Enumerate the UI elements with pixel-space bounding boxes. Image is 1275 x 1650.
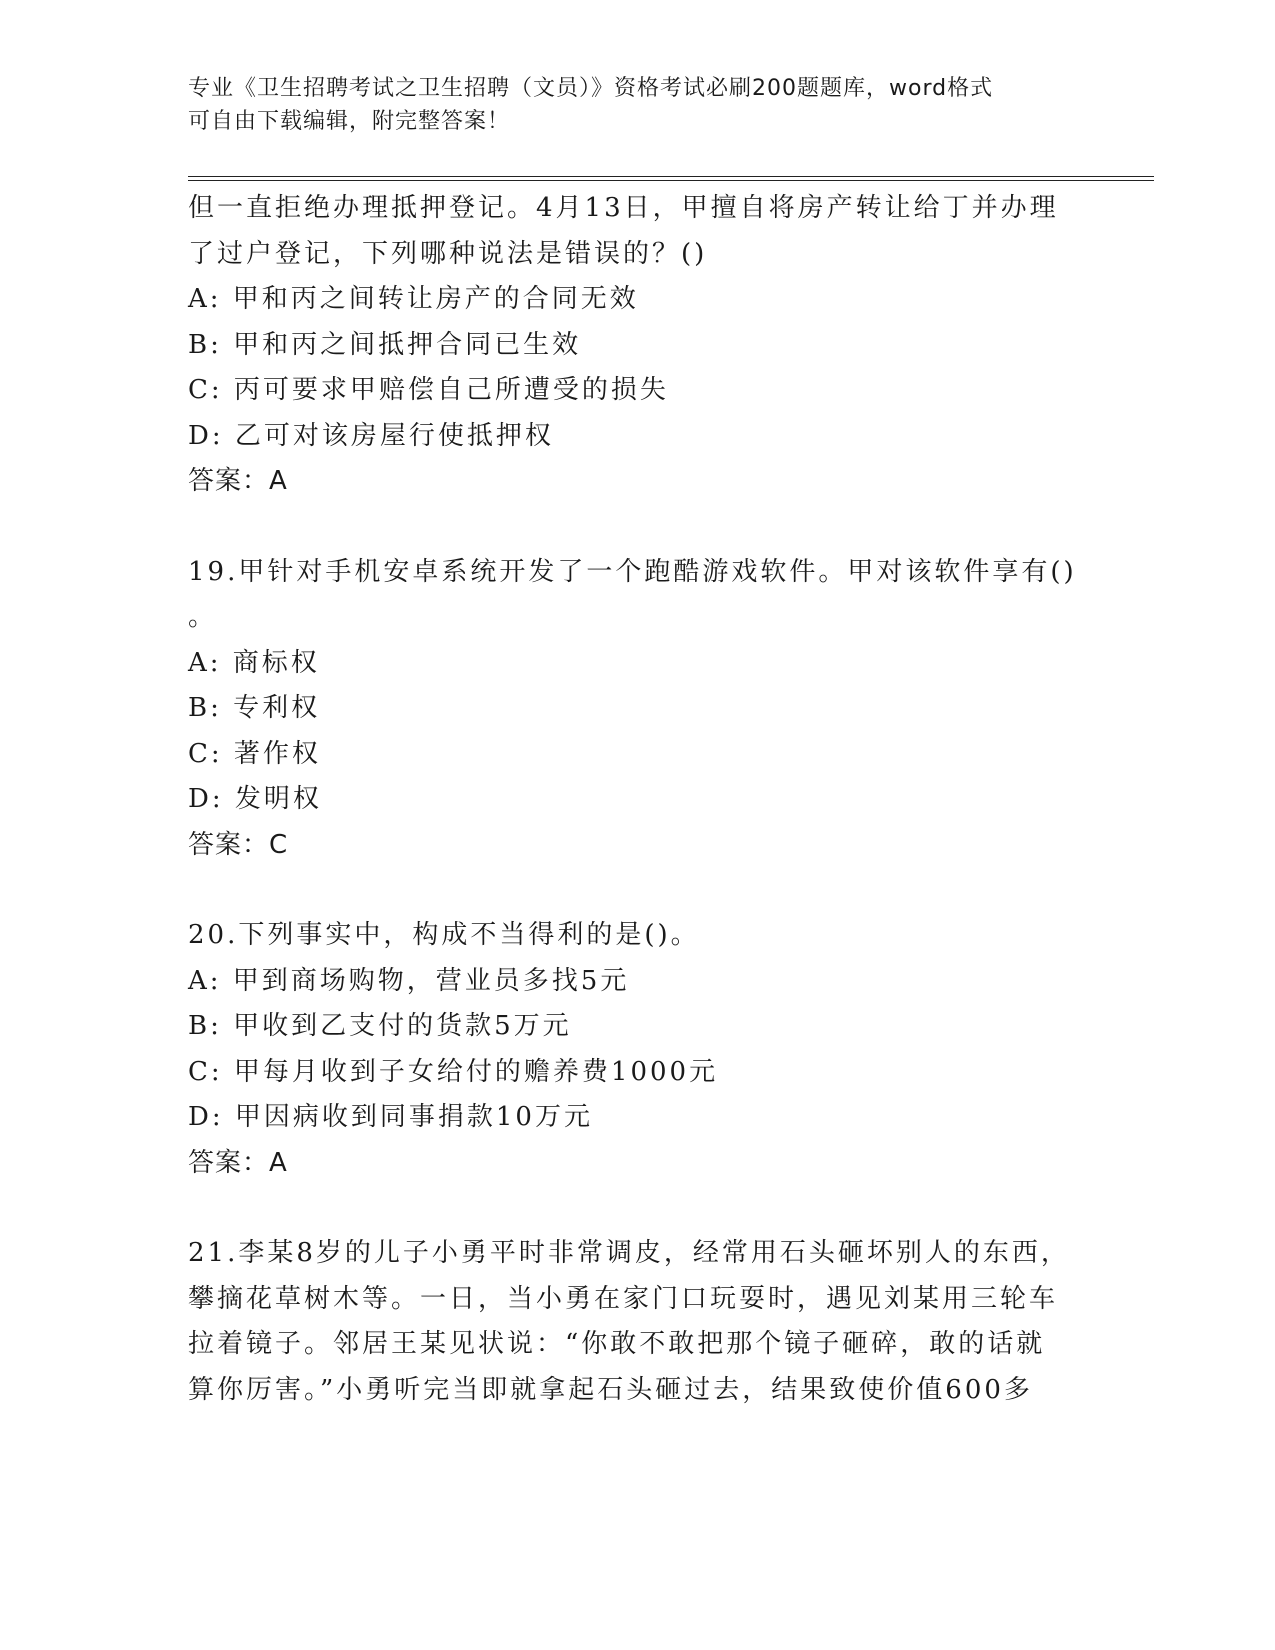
answer-line: 答案：C — [188, 829, 289, 860]
question-text-line: 算你厉害。”小勇听完当即就拿起石头砸过去，结果致使价值600多 — [188, 1374, 1033, 1405]
option-b: B: 专利权 — [188, 693, 321, 723]
question-text-line: 20.下列事实中，构成不当得利的是()。 — [188, 920, 700, 950]
option-b: B: 甲收到乙支付的货款5万元 — [188, 1011, 572, 1041]
question-20 — [188, 913, 1088, 1186]
question-text-line: 了过户登记，下列哪种说法是错误的？() — [188, 238, 708, 269]
option-d: D: 乙可对该房屋行使抵押权 — [188, 420, 554, 451]
page-header — [188, 72, 1068, 138]
question-19 — [188, 550, 1088, 869]
option-c: C: 甲每月收到子女给付的赡养费1000元 — [188, 1056, 719, 1087]
option-b: B: 甲和丙之间抵押合同已生效 — [188, 329, 582, 360]
spacer — [188, 868, 1088, 913]
spacer — [188, 505, 1088, 550]
answer-line: 答案：A — [188, 1147, 288, 1178]
spacer — [188, 1186, 1088, 1231]
option-a: A: 甲和丙之间转让房产的合同无效 — [188, 284, 639, 314]
question-text-line: 19.甲针对手机安卓系统开发了一个跑酷游戏软件。甲对该软件享有() — [188, 556, 1077, 587]
header-divider — [188, 176, 1154, 181]
document-body — [188, 186, 1088, 1413]
answer-line: 答案：A — [188, 466, 288, 496]
option-a: A: 商标权 — [188, 647, 320, 678]
option-d: D: 甲因病收到同事捐款10万元 — [188, 1102, 593, 1132]
question-text-line: 。 — [188, 602, 218, 632]
question-text-line: 但一直拒绝办理抵押登记。4月13日，甲擅自将房产转让给丁并办理 — [188, 193, 1059, 223]
question-21 — [188, 1231, 1088, 1413]
option-c: C: 著作权 — [188, 738, 321, 769]
question-18 — [188, 186, 1088, 505]
header-title-line-1: 专业《卫生招聘考试之卫生招聘（文员）》资格考试必刷200题题库，word格式 — [188, 76, 994, 101]
option-c: C: 丙可要求甲赔偿自己所遭受的损失 — [188, 375, 669, 405]
question-text-line: 21.李某8岁的儿子小勇平时非常调皮，经常用石头砸坏别人的东西， — [188, 1238, 1070, 1268]
question-text-line: 拉着镜子。邻居王某见状说：“你敢不敢把那个镜子砸碎，敢的话就 — [188, 1329, 1046, 1359]
header-title-line-2: 可自由下载编辑，附完整答案！ — [188, 109, 511, 134]
option-a: A: 甲到商场购物，营业员多找5元 — [188, 965, 630, 996]
option-d: D: 发明权 — [188, 784, 322, 814]
question-text-line: 攀摘花草树木等。一日，当小勇在家门口玩耍时，遇见刘某用三轮车 — [188, 1283, 1059, 1314]
